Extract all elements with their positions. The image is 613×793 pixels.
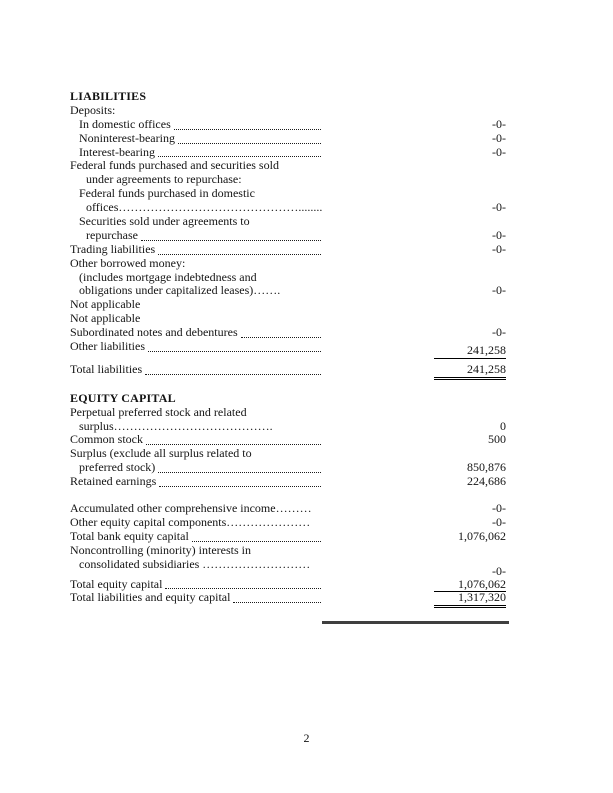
- row-labelwrap: [70, 475, 322, 489]
- row-value: -0-: [492, 116, 506, 131]
- statement-row: [70, 363, 506, 377]
- row-label: EQUITY CAPITAL: [70, 390, 176, 405]
- row-label: repurchase: [86, 227, 138, 242]
- statement-row: [70, 132, 506, 146]
- row-value: -0-: [492, 200, 506, 215]
- row-label: Total bank equity capital: [70, 528, 189, 543]
- row-label: Total liabilities and equity capital: [70, 590, 231, 605]
- dot-leader: [148, 350, 321, 352]
- row-labelwrap: [70, 132, 322, 146]
- statement-row: [70, 284, 506, 298]
- row-labelwrap: [70, 447, 322, 461]
- section-heading: [70, 392, 506, 406]
- row-label: Accumulated other comprehensive income………: [70, 501, 312, 516]
- row-label: In domestic offices: [79, 116, 171, 131]
- row-label: offices………………………………………........: [86, 200, 323, 215]
- row-label: Not applicable: [70, 297, 141, 312]
- row-labelwrap: [70, 363, 322, 377]
- row-labelwrap: [70, 118, 322, 132]
- dot-leader: [146, 443, 321, 445]
- section-equity-capital: [70, 392, 506, 605]
- row-label: Interest-bearing: [79, 144, 155, 159]
- row-value: -0-: [492, 130, 506, 145]
- statement-row: [70, 118, 506, 132]
- row-label: obligations under capitalized leases)…….: [79, 283, 281, 298]
- row-value: -0-: [492, 501, 506, 516]
- row-value: -0-: [492, 144, 506, 159]
- statement-row: [70, 146, 506, 160]
- row-label: surplus………………………………….: [79, 418, 273, 433]
- dot-leader: [158, 253, 321, 255]
- row-labelwrap: [70, 229, 322, 243]
- row-label: Federal funds purchased in domestic: [79, 186, 255, 201]
- statement-row: [70, 229, 506, 243]
- statement-row: [70, 433, 506, 447]
- statement-row: [70, 516, 506, 530]
- row-label: (includes mortgage indebtedness and: [79, 269, 257, 284]
- row-labelwrap: [70, 544, 322, 558]
- row-label: Other equity capital components…………………: [70, 514, 311, 529]
- row-value: 0: [500, 418, 506, 433]
- statement-row: [70, 475, 506, 489]
- page-number: 2: [303, 731, 310, 745]
- row-labelwrap: [70, 173, 322, 187]
- row-label: Surplus (exclude all surplus related to: [70, 446, 252, 461]
- row-label: Common stock: [70, 432, 144, 447]
- statement-row: [70, 173, 506, 187]
- row-labelwrap: [70, 312, 322, 326]
- dot-leader: [141, 239, 321, 241]
- statement-row: [70, 447, 506, 461]
- statement-row: [70, 591, 506, 605]
- row-labelwrap: [70, 433, 322, 447]
- row-value: -0-: [492, 227, 506, 242]
- row-labelwrap: [70, 461, 322, 475]
- row-value: -0-: [492, 514, 506, 529]
- statement-row: [70, 201, 506, 215]
- row-label: consolidated subsidiaries ………………………: [79, 556, 311, 571]
- row-label: LIABILITIES: [70, 89, 147, 103]
- dot-leader: [145, 373, 321, 375]
- row-labelwrap: [70, 187, 322, 201]
- row-label: Federal funds purchased and securities sold: [70, 158, 279, 173]
- row-value: 241,258: [434, 363, 506, 380]
- row-labelwrap: [70, 420, 322, 434]
- row-labelwrap: [70, 90, 322, 104]
- row-labelwrap: [70, 257, 322, 271]
- row-labelwrap: [70, 298, 322, 312]
- row-labelwrap: [70, 392, 322, 406]
- dot-leader: [178, 142, 321, 144]
- statement-row: [70, 298, 506, 312]
- dot-leader: [158, 471, 321, 473]
- row-value: 1,076,062: [458, 528, 506, 543]
- row-labelwrap: [70, 326, 322, 340]
- row-label: Retained earnings: [70, 474, 157, 489]
- row-label: Noninterest-bearing: [79, 130, 175, 145]
- statement-row: [70, 326, 506, 340]
- statement-row: [70, 578, 506, 592]
- row-label: Not applicable: [70, 311, 141, 326]
- dot-leader: [233, 601, 321, 603]
- row-labelwrap: [70, 558, 322, 572]
- statement-row: [70, 243, 506, 257]
- statement-row: [70, 187, 506, 201]
- row-label: under agreements to repurchase:: [86, 172, 242, 187]
- row-label: Total liabilities: [70, 361, 143, 376]
- row-labelwrap: [70, 159, 322, 173]
- statement-row: [70, 530, 506, 544]
- row-labelwrap: [70, 104, 322, 118]
- statement-row: [70, 271, 506, 285]
- row-label: preferred stock): [79, 460, 156, 475]
- row-labelwrap: [70, 530, 322, 544]
- statement-row: [70, 406, 506, 420]
- dot-leader: [241, 336, 321, 338]
- statement-row: [70, 502, 506, 516]
- statement-row: [70, 257, 506, 271]
- section-liabilities: [70, 90, 506, 377]
- row-value: -0-: [492, 283, 506, 298]
- dot-leader: [159, 485, 321, 487]
- row-label: Noncontrolling (minority) interests in: [70, 542, 251, 557]
- row-labelwrap: [70, 578, 322, 592]
- section-heading: [70, 90, 506, 104]
- statement-row: [70, 104, 506, 118]
- dot-leader: [158, 155, 321, 157]
- row-label: Other liabilities: [70, 339, 145, 354]
- row-value: 850,876: [467, 460, 506, 475]
- row-value: 1,076,062: [434, 578, 506, 593]
- row-label: Deposits:: [70, 102, 116, 117]
- row-labelwrap: [70, 502, 322, 516]
- dot-leader: [165, 587, 321, 589]
- footer-rule: [322, 621, 509, 624]
- dot-leader: [174, 128, 321, 130]
- row-value: 1,317,320: [434, 591, 506, 608]
- dot-leader: [192, 540, 321, 542]
- row-value: 224,686: [467, 474, 506, 489]
- row-label: Perpetual preferred stock and related: [70, 404, 247, 419]
- row-labelwrap: [70, 406, 322, 420]
- row-value: -0-: [492, 241, 506, 256]
- row-labelwrap: [70, 243, 322, 257]
- statement-row: [70, 215, 506, 229]
- row-label: Trading liabilities: [70, 241, 156, 256]
- row-label: Securities sold under agreements to: [79, 214, 250, 229]
- row-label: Subordinated notes and debentures: [70, 325, 238, 340]
- row-value: 241,258: [434, 344, 506, 359]
- row-labelwrap: [70, 201, 322, 215]
- statement-row: [70, 461, 506, 475]
- row-label: Total equity capital: [70, 576, 163, 591]
- row-labelwrap: [70, 591, 322, 605]
- row-labelwrap: [70, 340, 322, 354]
- statement-row: [70, 544, 506, 558]
- row-labelwrap: [70, 146, 322, 160]
- row-labelwrap: [70, 271, 322, 285]
- row-value: -0-: [492, 325, 506, 340]
- row-value: -0-: [492, 563, 506, 578]
- row-label: Other borrowed money:: [70, 255, 186, 270]
- statement-row: [70, 339, 506, 358]
- row-value: 500: [488, 432, 506, 447]
- statement-row: [70, 312, 506, 326]
- row-labelwrap: [70, 215, 322, 229]
- statement-row: [70, 556, 506, 578]
- statement-row: [70, 420, 506, 434]
- balance-sheet-content: [70, 90, 506, 605]
- row-labelwrap: [70, 284, 322, 298]
- statement-row: [70, 159, 506, 173]
- row-labelwrap: [70, 516, 322, 530]
